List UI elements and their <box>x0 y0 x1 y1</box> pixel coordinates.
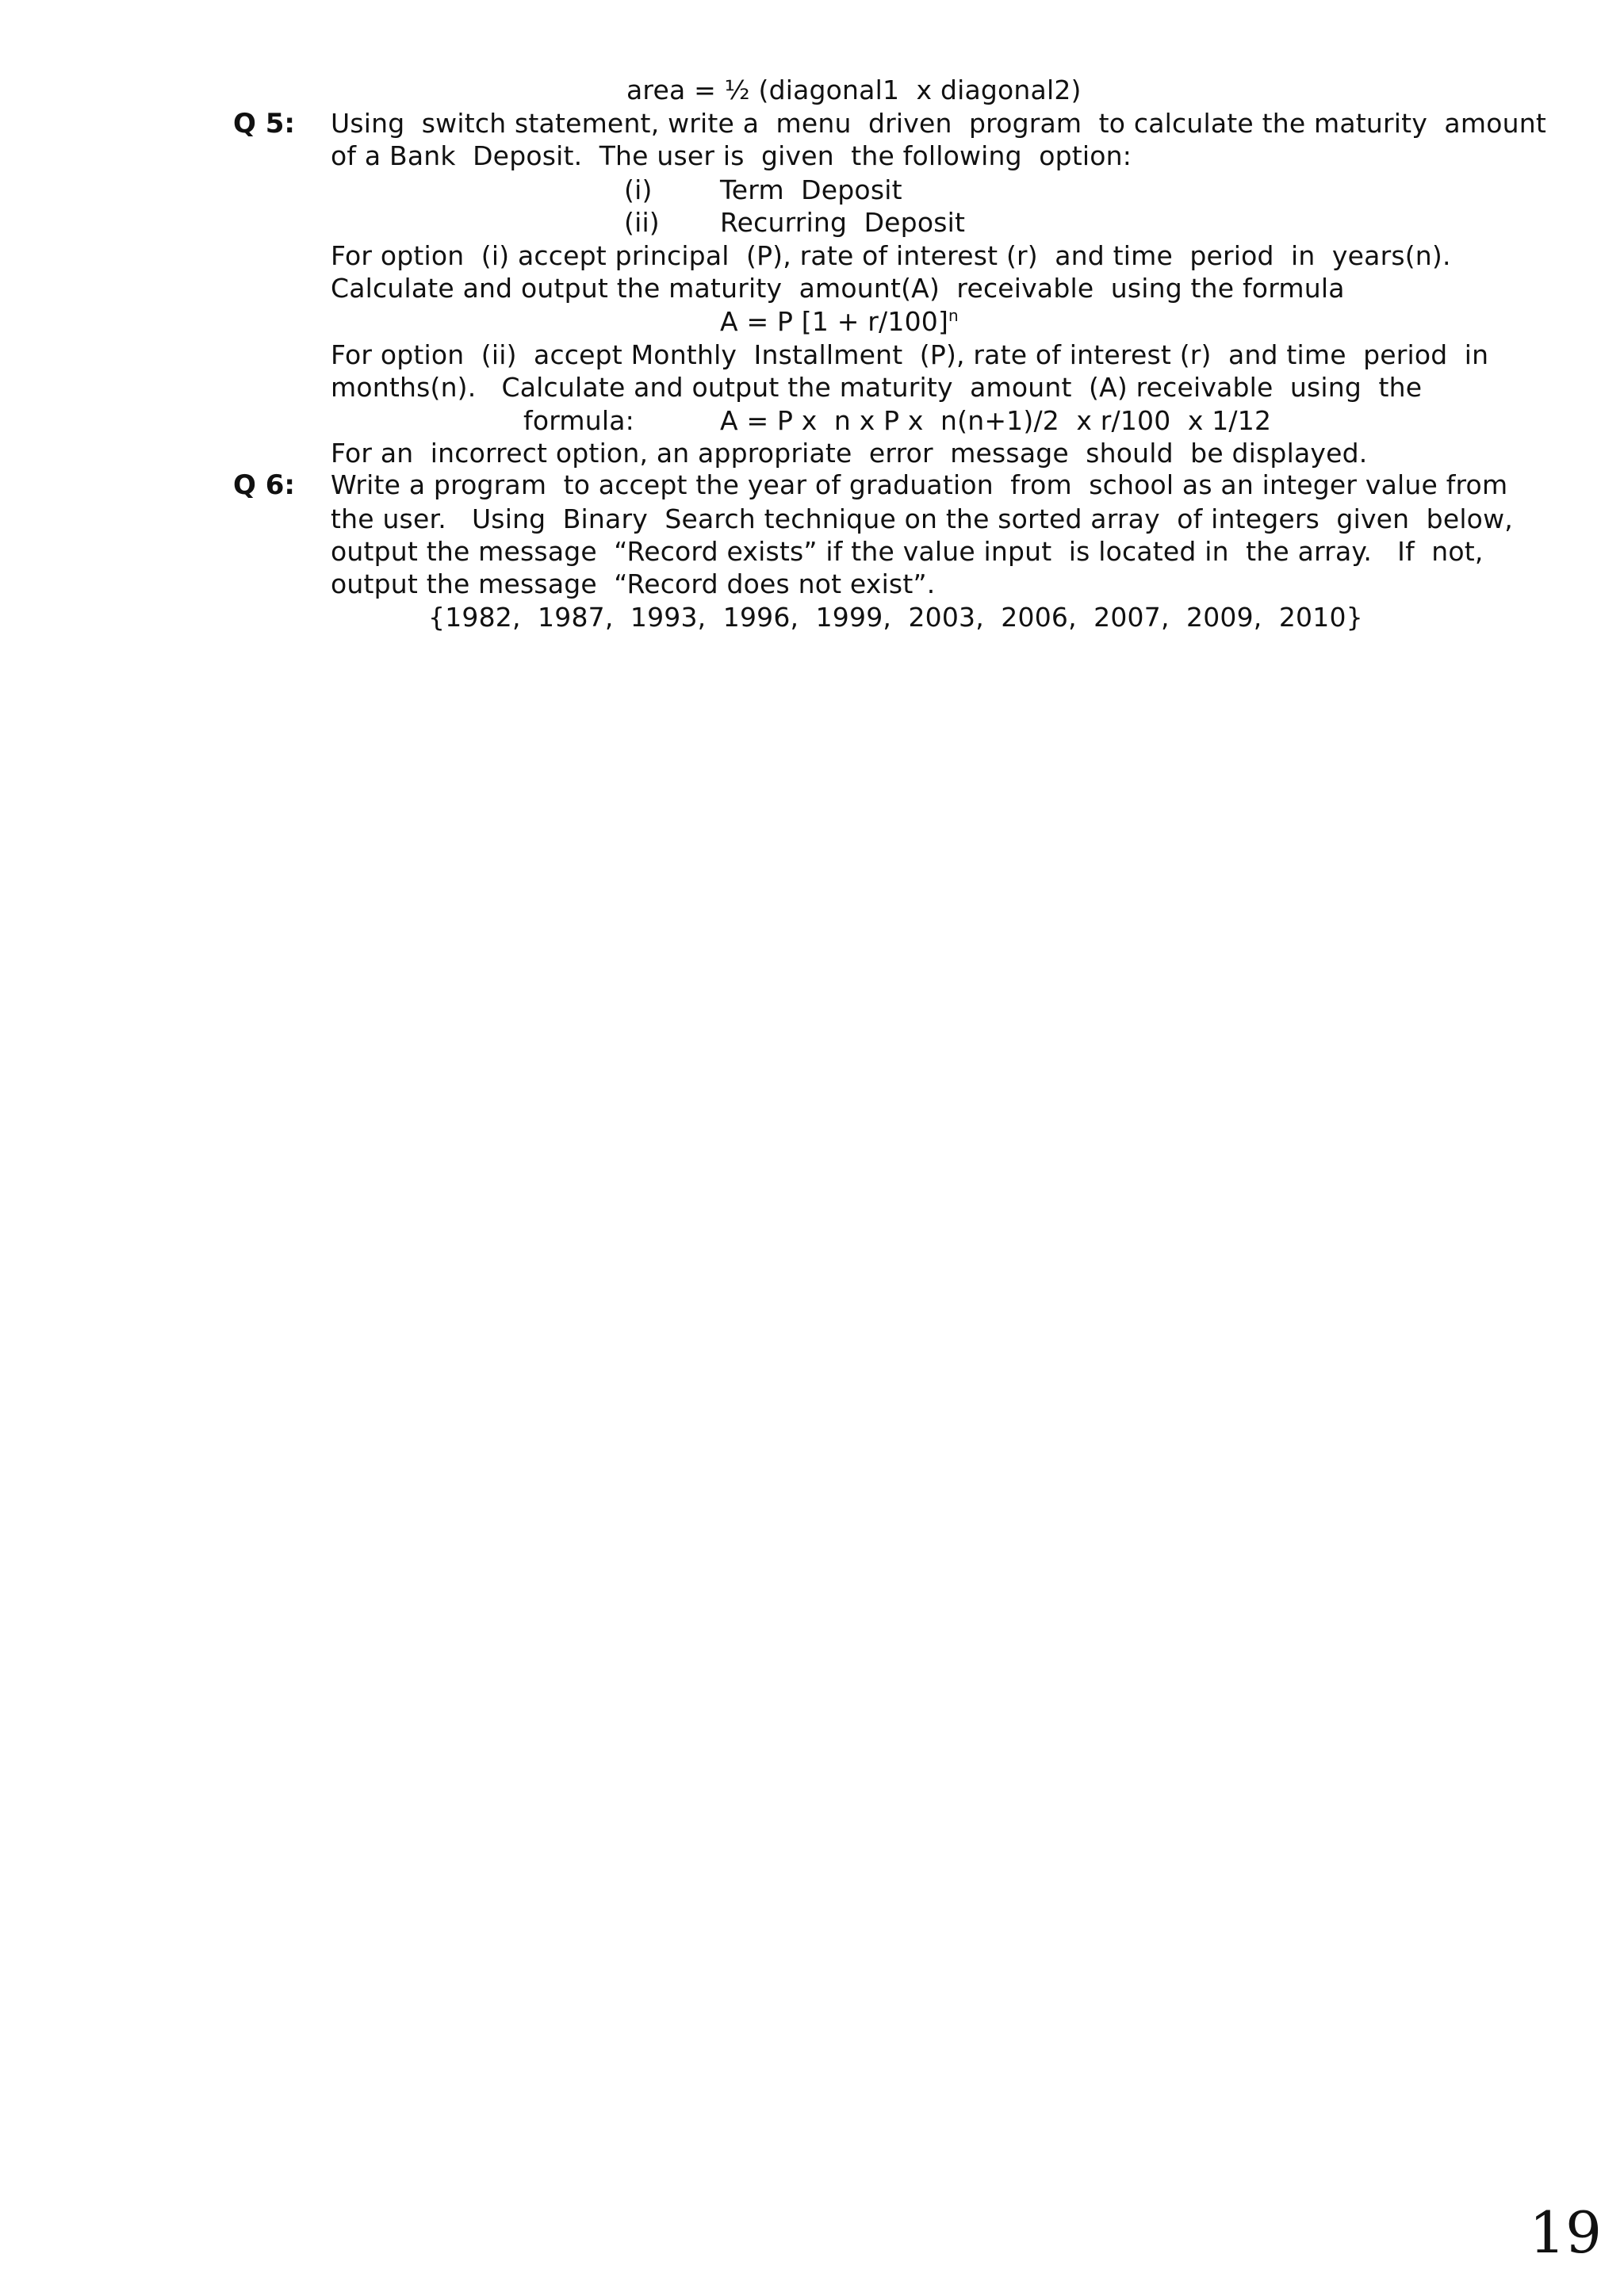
q5-line-1: Using switch statement, write a menu driven program to calculate the maturity amount <box>331 108 1546 139</box>
q5-line-6: months(n). Calculate and output the maturity amount (A) receivable using the <box>331 372 1423 403</box>
option-2-text: Recurring Deposit <box>720 207 966 238</box>
formula-recurring-deposit: A = P x n x P x n(n+1)/2 x r/100 x 1/12 <box>720 405 1272 436</box>
q5-line-5: For option (ii) accept Monthly Installment (P), rate of interest (r) and time period in <box>331 339 1489 370</box>
q5-line-7: For an incorrect option, an appropriate error message should be displayed. <box>331 438 1368 469</box>
formula-2-label: formula: <box>523 405 634 436</box>
formula-term-deposit <box>720 304 959 339</box>
sorted-array-values: {1982, 1987, 1993, 1996, 1999, 2003, 2006, 2007, 2009, 2010} <box>428 602 1363 633</box>
option-1-text: Term Deposit <box>720 174 902 205</box>
q5-line-3: For option (i) accept principal (P), rate of interest (r) and time period in years(n). <box>331 240 1451 271</box>
q6-line-2: the user. Using Binary Search technique on the sorted array of integers given below, <box>331 503 1513 534</box>
question-6-label: Q 6: <box>233 469 295 501</box>
question-5-label: Q 5: <box>233 108 295 140</box>
formula-term-deposit-exponent: n <box>948 306 959 325</box>
q5-line-4: Calculate and output the maturity amount(A) receivable using the formula <box>331 273 1345 304</box>
q5-line-2: of a Bank Deposit. The user is given the following option: <box>331 140 1132 171</box>
formula-term-deposit-main: A = P [1 + r/100] <box>720 306 949 337</box>
q6-line-4: output the message “Record does not exist”. <box>331 568 936 599</box>
q6-line-3: output the message “Record exists” if the value input is located in the array. If not, <box>331 536 1484 567</box>
option-2-number: (ii) <box>624 207 660 238</box>
option-1-number: (i) <box>624 174 653 205</box>
area-formula: area = ½ (diagonal1 x diagonal2) <box>626 75 1082 105</box>
page-number: 19 <box>1529 2199 1602 2266</box>
q6-line-1: Write a program to accept the year of graduation from school as an integer value from <box>331 469 1508 500</box>
